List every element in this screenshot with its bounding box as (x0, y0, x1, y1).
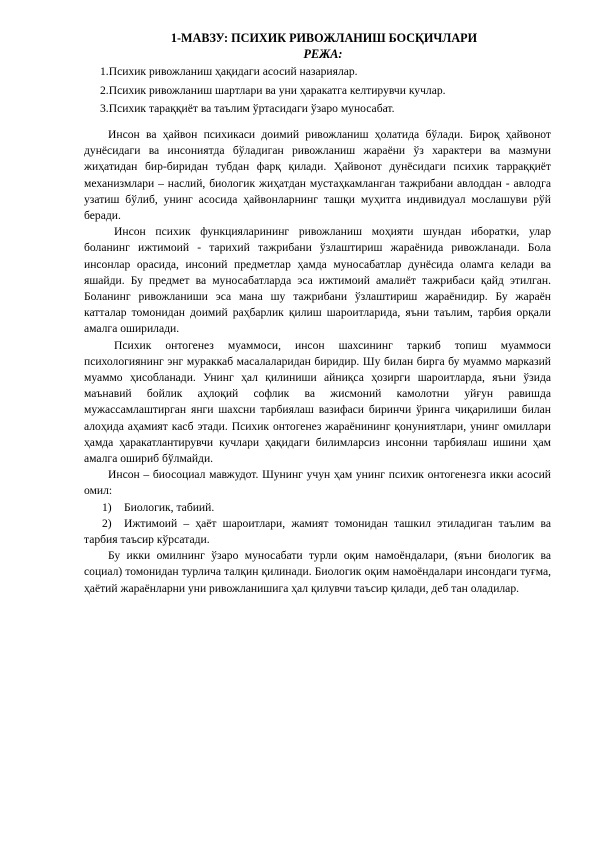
plan-list (100, 63, 550, 119)
paragraph: Инсон – биосоциал мавжудот. Шунинг учун ҳам унинг психик онтогенезга икки асосий омил: (84, 468, 551, 498)
list-item (84, 500, 551, 516)
list-number: 2) (102, 516, 112, 530)
document-body (84, 127, 551, 597)
plan-item: 3.Психик тараққиёт ва таълим ўртасидаги ўзаро муносабат. (100, 102, 395, 115)
plan-heading: РЕЖА: (303, 47, 343, 61)
paragraph: Инсон ва ҳайвон психикаси доимий ривожланиш ҳолатида бўлади. Бироқ ҳайвонот дунёсидаги ва инсониятда бўладиган ривожланиш жараёни ўз характери ва мазмуни жиҳатидан бир-биридан тубдан фарқ қилади. Ҳайвонот дунёсидаги психик тарраққиёт механизмлари – наслий, биологик жиҳатдан мустаҳкамланган тажрибани авлоддан - авлодга узатиш бўлиб, унинг асосида ҳайвонларнинг ташқи муҳитга индивидуал мослашуви рўй беради. (84, 128, 551, 223)
paragraph: Психик онтогенез муаммоси, инсон шахсининг таркиб топиш муаммоси психологиянинг энг мураккаб масалаларидан биридир. Шу билан бирга бу муаммо марказий муаммо ҳисобланади. Унинг ҳал қилиниши айниқса ҳозирги шароитларда, яъни ўзида маънавий бойлик аҳлоқий софлик ва жисмоний камолотни уйғун равишда мужассамлаштирган янги шахсни тарбиялаш вазифаси биринчи ўринга чиқарилиши билан алоҳида аҳамият касб этади. Психик онтогенез жараёнининг қонуниятлари, унинг омиллари ҳамда ҳаракатлантирувчи кучлари ҳақидаги билимларсиз инсонни тарбиялаш ишини ҳам амалга ошириб бўлмайди. (84, 338, 551, 466)
paragraph: Бу икки омилнинг ўзаро муносабати турли оқим намоёндалари, (яъни биологик ва социал) томонидан турлича талқин қилинади. Биологик оқим намоёндалари инсондаги туғма, ҳаётий жараёнларни уни ривожланишига ҳал қилувчи таъсир қилади, деб тан оладилар. (84, 549, 551, 595)
list-text: Биологик, табиий. (124, 500, 215, 514)
list-number: 1) (102, 500, 112, 514)
plan-item: 1.Психик ривожланиш ҳақидаги асосий назариялар. (100, 65, 358, 78)
paragraph: Инсон психик функцияларининг ривожланиш моҳияти шундан иборатки, улар боланинг ижтимоий - тарихий тажрибани ўзлаштириш жараёнида ривожланади. Бола инсонлар орасида, инсоний предметлар ҳамда муносабатлар дунёсида оламга келади ва яшайди. Бу предмет ва муносабатларда эса ижтимоий амалиёт тажрибаси қайд этилган. Боланинг ривожланиши эса мана шу тажрибани ўзлаштириш жараёнидир. Бу жараён катталар томонидан доимий раҳбарлик қилиш шароитларида, яъни таълим, тарбия орқали амалга оширилади. (84, 225, 551, 336)
list-text: Ижтимоий – ҳаёт шароитлари, жамият томонидан ташкил этиладиган таълим ва тарбия таъсир кўрсатади. (84, 516, 551, 547)
list-item (84, 516, 551, 548)
plan-item: 2.Психик ривожланиш шартлари ва уни ҳаракатга келтирувчи кучлар. (100, 83, 446, 97)
document-heading (0, 30, 596, 62)
page-title: 1-МАВЗУ: ПСИХИК РИВОЖЛАНИШ БОСҚИЧЛАРИ (170, 31, 478, 45)
